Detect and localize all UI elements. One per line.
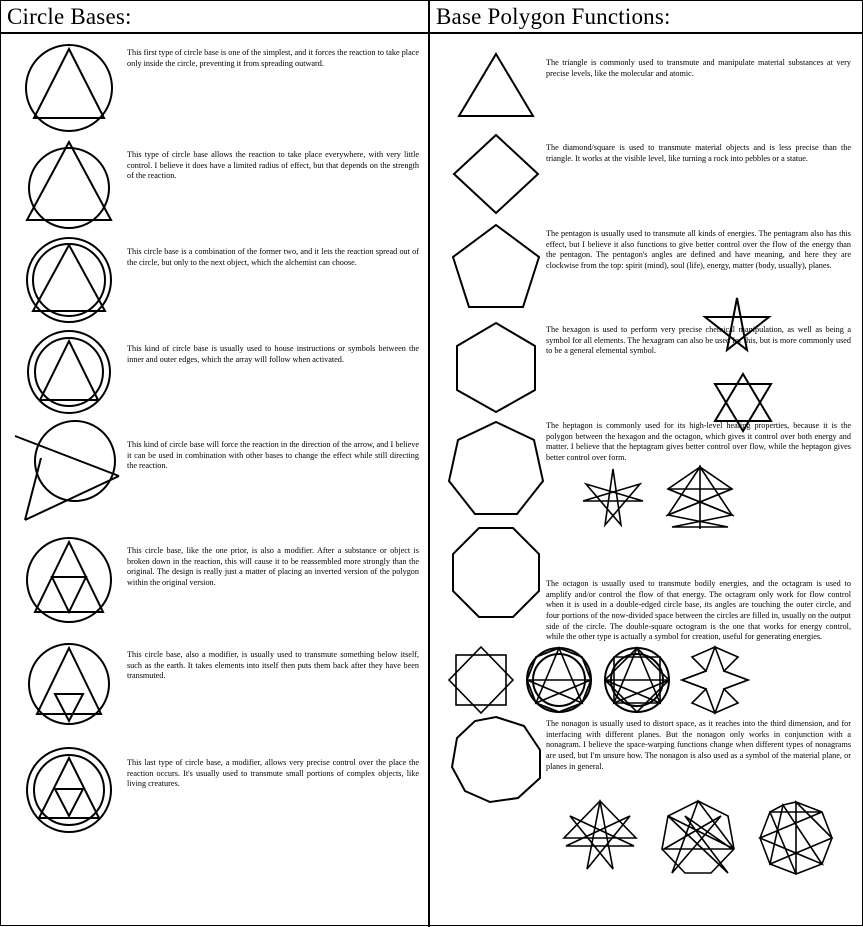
list-item: [430, 219, 863, 319]
circle-triangle-with-inverted-triangle-figure: [11, 528, 127, 636]
list-item-description: The pentagon is usually used to transmute all kinds of energies. The pentagram also has this effect, but I believe it also functions to give better control over the flow of the energy than the pentagon. The pentagon's angles are defined and have meaning, and here they are clockwise from the top: spirit (mind), soul (life), energy, matter (body, usually), planes.: [546, 229, 851, 270]
list-item: [430, 525, 863, 647]
circle-triangle-with-small-inverted-triangle-figure: [11, 636, 127, 736]
list-item: [430, 319, 863, 419]
list-item-description: The diamond/square is used to transmute material objects and is less precise than the triangle. It works at the visible level, like turning a rock into pebbles or a statue.: [546, 143, 851, 163]
heptagon-figure: [446, 419, 546, 519]
list-item-description: This kind of circle base will force the reaction in the direction of the arrow, and I believe it can be used in combination with other bases to change the effect while still directing the reaction.: [127, 440, 419, 471]
double-circle-with-inscribed-triangle-figure: [11, 328, 127, 416]
list-item-description: This first type of circle base is one of the simplest, and it forces the reaction to take place only inside the circle, preventing it from spreading outward.: [127, 48, 419, 68]
list-item-description: The triangle is commonly used to transmute and manipulate material substances at very precise levels, like the molecular and atomic.: [546, 58, 851, 78]
list-item-description: This circle base, like the one prior, is also a modifier. After a substance or object is broken down in the reaction, this will cause it to be reassembled more strongly than the original. The design is really just a matter of placing an inverted version of the polygon within the original version.: [127, 546, 419, 587]
list-item: [430, 34, 863, 129]
nonagram-sharp-figure: [560, 799, 640, 879]
circle-bases-list: [1, 34, 428, 846]
list-item: [1, 138, 428, 233]
heptagram-sharp-figure: [580, 467, 646, 529]
circle-with-inscribed-triangle-figure: [11, 40, 127, 136]
nonagram-wide-figure: [756, 799, 836, 879]
heptagram-wide-figure: [664, 465, 736, 531]
list-item-description: The nonagon is usually used to distort space, as it reaches into the third dimension, and for interfacing with different planes. But the nonagon only works in conjunction with a nonagram. I believe the space-warping functions change when different types of nonagrams are used, but I'm unsure how. The nonagon is also used as a symbol of the material plane, or planes in general.: [546, 719, 851, 771]
hexagon-figure: [446, 319, 546, 415]
double-circle-with-overlapping-triangle-figure: [11, 233, 127, 327]
list-item: [1, 528, 428, 636]
octagram-star-figure: [678, 645, 752, 715]
list-item-description: This kind of circle base is usually used to house instructions or symbols between the inner and outer edges, which the array will follow when activated.: [127, 344, 419, 364]
octagram-circle-filled-b-figure: [600, 645, 674, 715]
circle-bases-column: [1, 1, 428, 927]
pentagon-figure: [446, 219, 546, 313]
list-item-description: This circle base, also a modifier, is usually used to transmute something below itself, such as the earth. It takes elements into itself then puts them back after they have been transmuted.: [127, 650, 419, 681]
list-item-description: The heptagon is commonly used for its high-level healing properties, because it is the polygon between the hexagon and the octagon, which gives it control over both energy and matter. I believe that the heptagram gives better control over flow, while the heptagon gives better control over form.: [546, 421, 851, 462]
list-item: [1, 34, 428, 138]
circle-bases-header: Circle Bases:: [1, 1, 428, 34]
octagram-figures-row: [430, 645, 863, 715]
list-item-description: The octagon is usually used to transmute bodily energies, and the octagram is used to amplify and/or control the flow of that energy. The octagram only work for flow control when it is used in a double-edged circle base, its angles are touching the outer circle, and four portions of the now-divided space between the circles are filled in, usually on the output side of the circle. The double-square octogram is the one that works for energy control, while the other type is actually a symbol for creation, useful for generating energies.: [546, 579, 851, 642]
list-item: [430, 129, 863, 219]
list-item: [1, 328, 428, 416]
nonagon-figure: [446, 715, 546, 805]
list-item-description: The hexagon is used to perform very precise chemical manipulation, as well as being a symbol for all elements. The hexagram can also be used for this, but is more commonly used to be a general elemental symbol.: [546, 325, 851, 356]
list-item: [1, 233, 428, 328]
base-polygon-functions-header: Base Polygon Functions:: [430, 1, 863, 34]
octagram-circle-filled-a-figure: [522, 645, 596, 715]
circle-with-arrow-through-figure: [11, 416, 127, 528]
diamond-square-figure: [446, 129, 546, 219]
circle-with-overlapping-triangle-figure: [11, 138, 127, 232]
list-item: [1, 636, 428, 736]
octagon-figure: [446, 525, 546, 633]
triangle-figure: [446, 44, 546, 124]
octagram-square-figure: [444, 645, 518, 715]
nonagram-medium-figure: [658, 799, 738, 879]
list-item-description: This last type of circle base, a modifier, allows very precise control over the place the reaction occurs. It's usually used to transmute small portions of complex objects, like living creatures.: [127, 758, 419, 789]
list-item: [430, 715, 863, 805]
list-item: [1, 736, 428, 846]
base-polygon-list: [430, 34, 863, 879]
double-circle-triangle-modifier-figure: [11, 736, 127, 846]
base-polygon-functions-column: [430, 1, 863, 927]
list-item-description: This type of circle base allows the reaction to take place everywhere, with very little control. I believe it does have a limited radius of effect, but that depends on the strength of the reaction.: [127, 150, 419, 181]
nonagram-figures-row: [430, 799, 863, 879]
list-item: [430, 419, 863, 525]
list-item-description: This circle base is a combination of the former two, and it lets the reaction spread out of the circle, but only to the next object, which the alchemist can choose.: [127, 247, 419, 267]
list-item: [1, 416, 428, 528]
